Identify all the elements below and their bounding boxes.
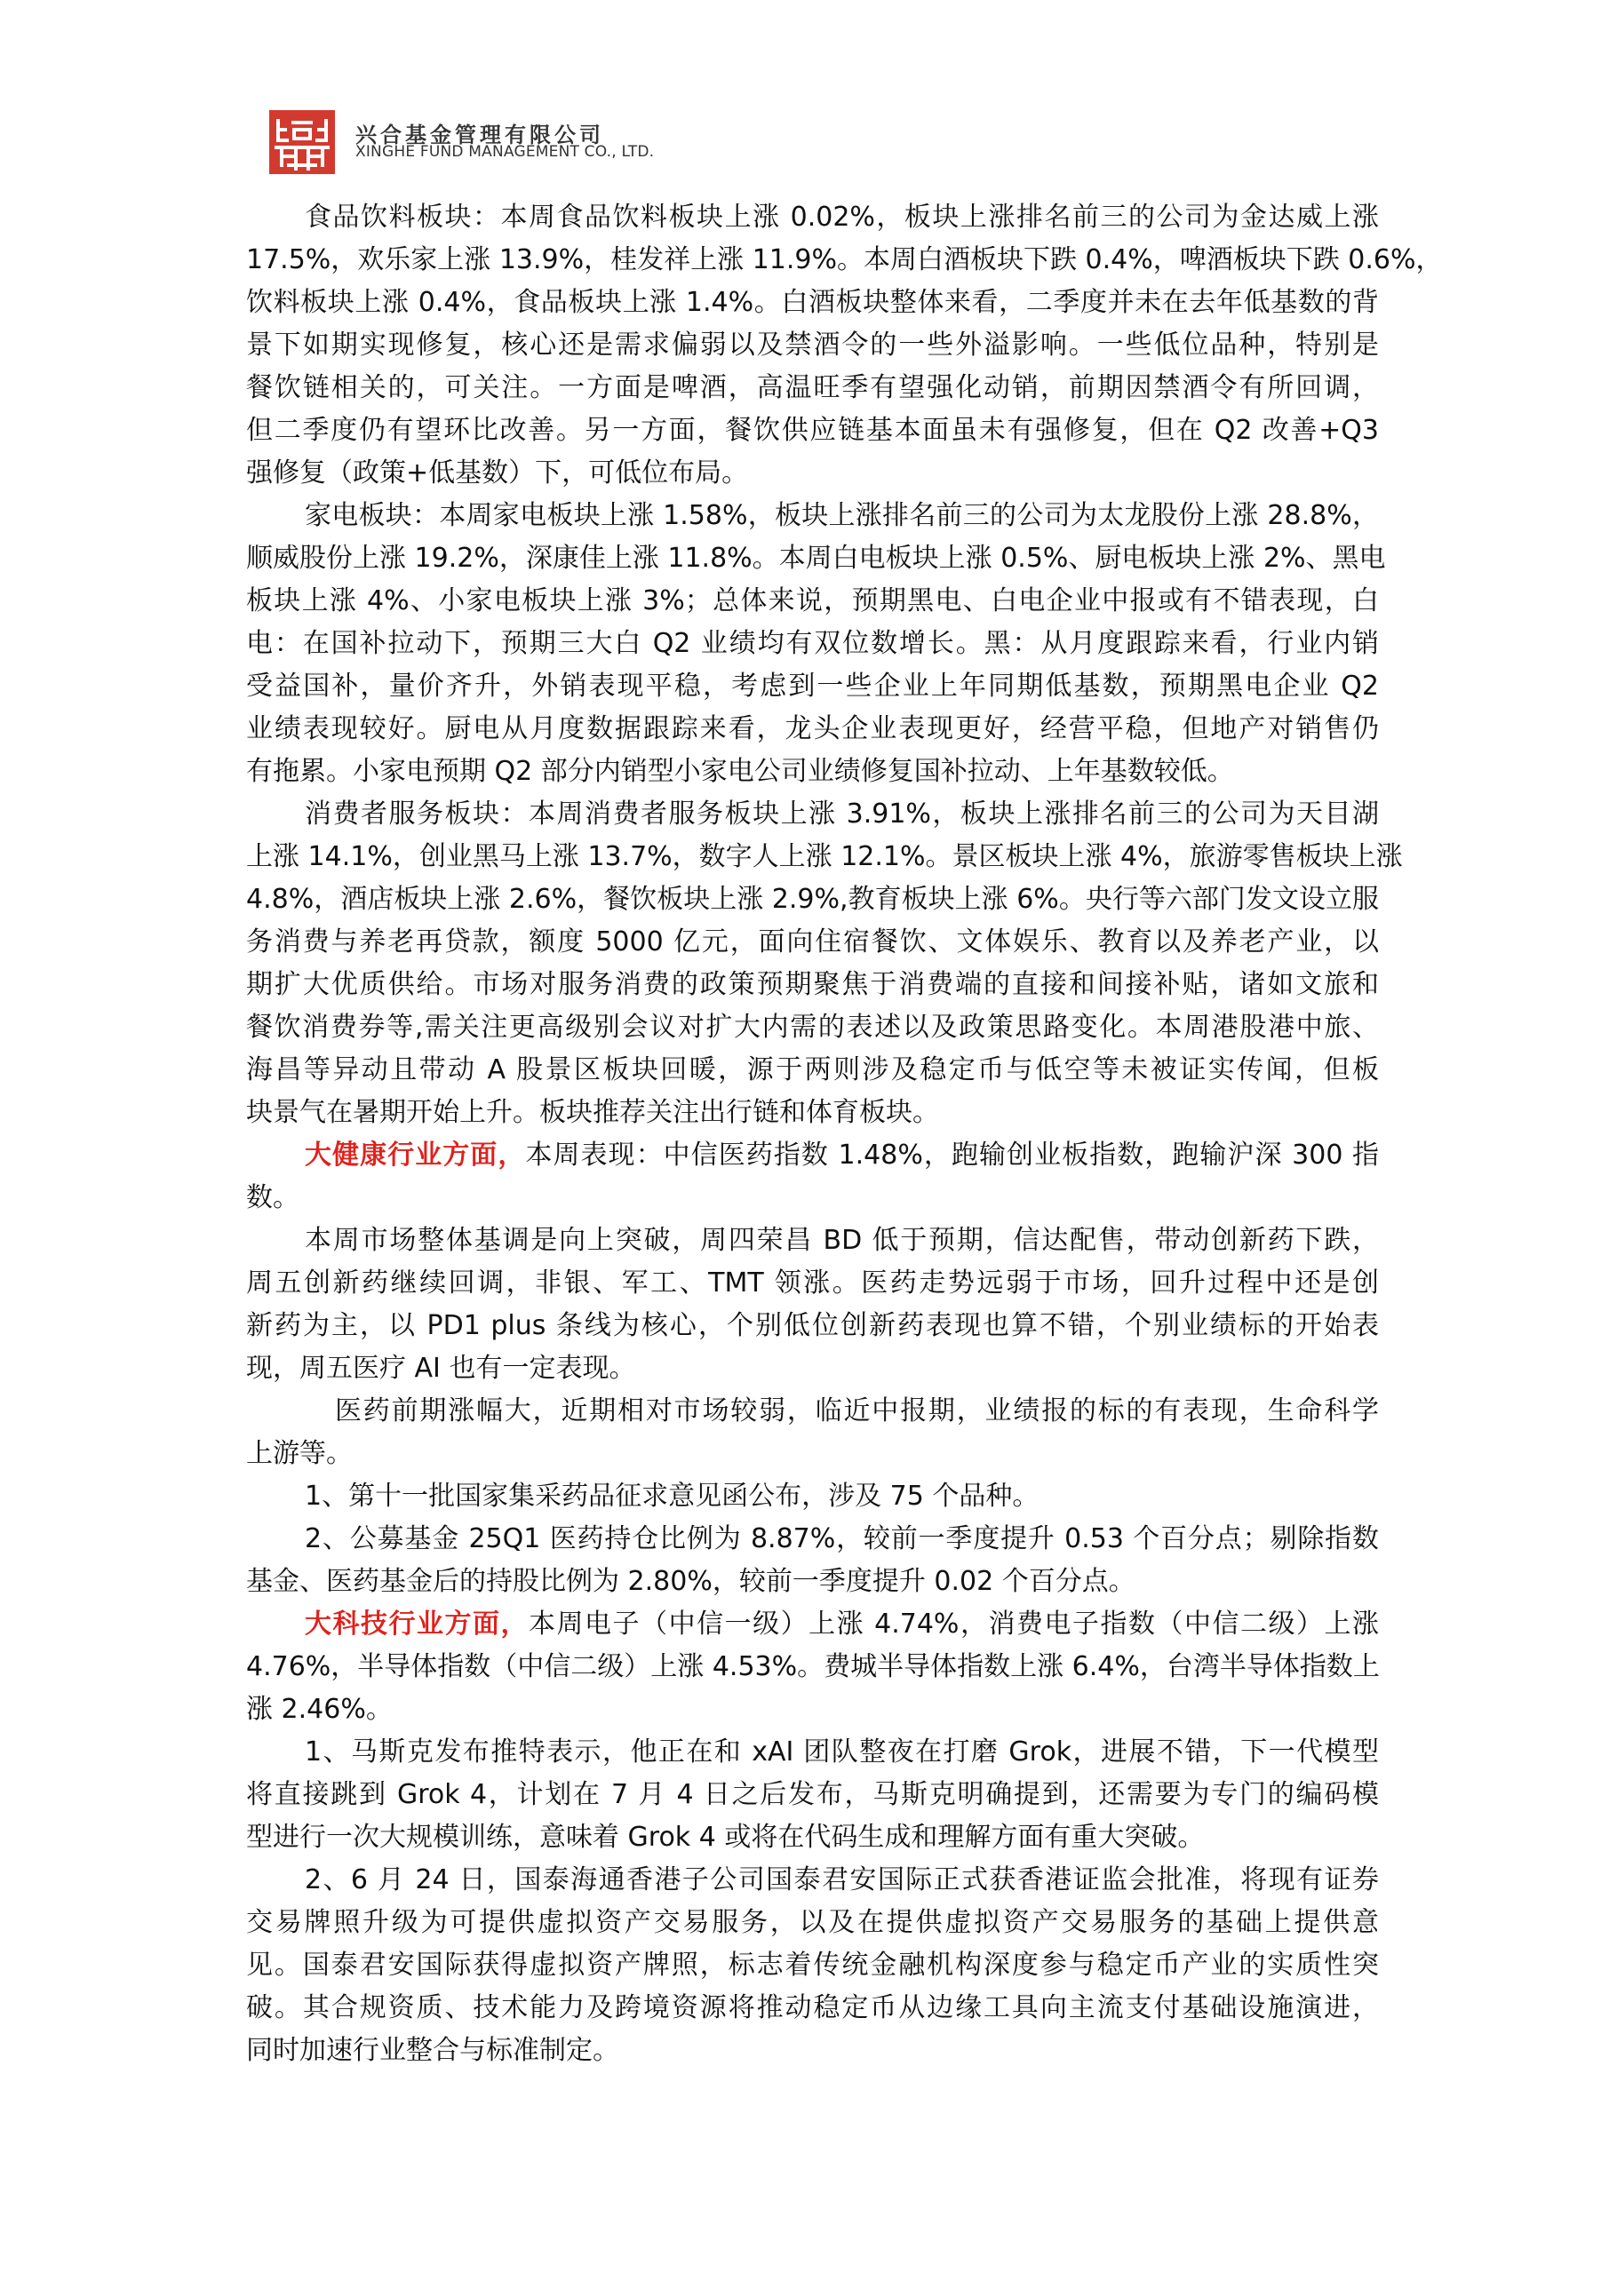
text-line <box>246 1049 1379 1092</box>
text-line <box>246 2030 1379 2072</box>
text-line <box>246 452 1379 495</box>
paragraph <box>246 1859 1379 2072</box>
text-line <box>246 1262 1379 1305</box>
text-line <box>246 1518 1379 1561</box>
line-text: 17.5%，欢乐家上涨 13.9%，桂发祥上涨 11.9%。本周白酒板块下跌 0.4%，啤酒板块下跌 0.6%， <box>246 244 1443 275</box>
line-text: 本周电子（中信一级）上涨 4.74%，消费电子指数（中信二级）上涨 <box>529 1609 1380 1640</box>
line-text: 同时加速行业整合与标准制定。 <box>246 2035 619 2066</box>
line-text: 将直接跳到 Grok 4，计划在 7 月 4 日之后发布，马斯克明确提到，还需要为专门的编码模 <box>246 1779 1379 1810</box>
company-logo-icon <box>269 110 335 174</box>
line-text: 1、马斯克发布推特表示，他正在和 xAI 团队整夜在打磨 Grok，进展不错，下一代模型 <box>305 1736 1379 1768</box>
line-text: 消费者服务板块：本周消费者服务板块上涨 3.91%，板块上涨排名前三的公司为天目湖 <box>305 798 1379 830</box>
line-text: 4.76%，半导体指数（中信二级）上涨 4.53%。费城半导体指数上涨 6.4%，台湾半导体指数上 <box>246 1651 1380 1682</box>
text-line <box>246 1433 1379 1475</box>
text-line <box>246 878 1379 921</box>
text-line <box>246 367 1379 409</box>
text-line <box>246 1774 1379 1816</box>
text-line <box>246 964 1379 1006</box>
line-text: 4.8%，酒店板块上涨 2.6%，餐饮板块上涨 2.9%,教育板块上涨 6%。央行等六部门发文设立服 <box>246 884 1379 915</box>
text-line <box>246 1816 1379 1859</box>
line-text: 餐饮消费券等,需关注更高级别会议对扩大内需的表述以及政策思路变化。本周港股港中旅、 <box>246 1012 1379 1043</box>
text-line <box>246 1092 1379 1134</box>
line-text: 期扩大优质供给。市场对服务消费的政策预期聚焦于消费端的直接和间接补贴，诸如文旅和 <box>246 969 1379 1000</box>
paragraph <box>246 1134 1379 1220</box>
text-line <box>246 1305 1379 1347</box>
line-text: 餐饮链相关的，可关注。一方面是啤酒，高温旺季有望强化动销，前期因禁酒令有所回调， <box>246 372 1379 403</box>
text-line <box>246 708 1379 751</box>
text-line <box>246 836 1403 878</box>
line-text: 饮料板块上涨 0.4%，食品板块上涨 1.4%。白酒板块整体来看，二季度并未在去年低基数的背 <box>246 287 1379 318</box>
text-line <box>246 921 1379 964</box>
line-text: 强修复（政策+低基数）下，可低位布局。 <box>246 457 749 489</box>
text-line <box>246 580 1379 623</box>
text-line <box>246 1347 1379 1390</box>
line-text: 务消费与养老再贷款，额度 5000 亿元，面向住宿餐饮、文体娱乐、教育以及养老产业，以 <box>246 926 1379 957</box>
text-line <box>246 1603 1379 1646</box>
line-text: 电：在国补拉动下，预期三大白 Q2 业绩均有双位数增长。黑：从月度跟踪来看，行业内销 <box>246 628 1379 659</box>
paragraph <box>246 196 1443 495</box>
text-line <box>246 1006 1379 1049</box>
line-text: 上涨 14.1%，创业黑马上涨 13.7%，数字人上涨 12.1%。景区板块上涨 4%，旅游零售板块上涨 <box>246 841 1403 872</box>
document-body <box>246 196 1443 2072</box>
text-line <box>246 537 1386 580</box>
paragraph <box>246 1603 1379 1731</box>
text-line <box>246 1731 1379 1774</box>
text-line <box>246 1390 1379 1433</box>
line-text: 板块上涨 4%、小家电板块上涨 3%；总体来说，预期黑电、白电企业中报或有不错表现，白 <box>246 585 1379 616</box>
paragraph <box>246 1475 1379 1518</box>
paragraph <box>246 495 1386 793</box>
paragraph <box>246 1390 1379 1475</box>
text-line <box>246 282 1379 324</box>
text-line <box>246 1987 1379 2030</box>
line-text: 医药前期涨幅大，近期相对市场较弱，临近中报期，业绩报的标的有表现，生命科学 <box>335 1395 1379 1426</box>
line-text: 本周市场整体基调是向上突破，周四荣昌 BD 低于预期，信达配售，带动创新药下跌， <box>305 1225 1379 1256</box>
line-text: 破。其合规资质、技术能力及跨境资源将推动稳定币从边缘工具向主流支付基础设施演进， <box>246 1992 1379 2023</box>
line-text: 家电板块：本周家电板块上涨 1.58%，板块上涨排名前三的公司为太龙股份上涨 28.8%， <box>305 500 1379 531</box>
line-text: 业绩表现较好。厨电从月度数据跟踪来看，龙头企业表现更好，经营平稳，但地产对销售仍 <box>246 713 1379 744</box>
text-line <box>246 1561 1379 1603</box>
paragraph <box>246 793 1403 1134</box>
line-text: 食品饮料板块：本周食品饮料板块上涨 0.02%，板块上涨排名前三的公司为金达威上涨 <box>305 202 1379 233</box>
paragraph <box>246 1731 1379 1859</box>
line-text: 但二季度仍有望环比改善。另一方面，餐饮供应链基本面虽未有强修复，但在 Q2 改善+Q3 <box>246 415 1379 446</box>
line-text: 景下如期实现修复，核心还是需求偏弱以及禁酒令的一些外溢影响。一些低位品种，特别是 <box>246 330 1379 361</box>
text-line <box>246 1859 1379 1902</box>
paragraph <box>246 1518 1379 1603</box>
text-line <box>246 1646 1379 1688</box>
line-text: 本周表现：中信医药指数 1.48%，跑输创业板指数，跑输沪深 300 指 <box>525 1140 1379 1171</box>
company-name-cn: 兴合基金管理有限公司 <box>355 123 604 147</box>
text-line <box>246 1134 1379 1177</box>
text-line <box>246 495 1379 537</box>
text-line <box>246 1688 1379 1731</box>
text-line <box>246 1475 1379 1518</box>
text-line <box>246 196 1379 239</box>
line-text: 新药为主，以 PD1 plus 条线为核心，个别低位创新药表现也算不错，个别业绩标的开始表 <box>246 1310 1379 1341</box>
text-line <box>246 751 1379 793</box>
line-text: 上游等。 <box>246 1438 353 1469</box>
paragraph <box>246 1220 1379 1390</box>
text-line <box>246 665 1379 708</box>
line-text: 见。国泰君安国际获得虚拟资产牌照，标志着传统金融机构深度参与稳定币产业的实质性突 <box>246 1950 1379 1981</box>
line-text: 顺威股份上涨 19.2%，深康佳上涨 11.8%。本周白电板块上涨 0.5%、厨电板块上涨 2%、黑电 <box>246 543 1386 574</box>
line-text: 1、第十一批国家集采药品征求意见函公布，涉及 75 个品种。 <box>305 1481 1040 1512</box>
line-text: 2、6 月 24 日，国泰海通香港子公司国泰君安国际正式获香港证监会批准，将现有证券 <box>305 1864 1379 1895</box>
text-line <box>246 623 1379 665</box>
text-line <box>246 1902 1379 1944</box>
line-text: 型进行一次大规模训练，意味着 Grok 4 或将在代码生成和理解方面有重大突破。 <box>246 1822 1205 1853</box>
text-line <box>246 409 1379 452</box>
text-line <box>246 324 1379 367</box>
line-text: 交易牌照升级为可提供虚拟资产交易服务，以及在提供虚拟资产交易服务的基础上提供意 <box>246 1907 1379 1938</box>
text-line <box>246 239 1443 282</box>
line-text: 受益国补，量价齐升，外销表现平稳，考虑到一些企业上年同期低基数，预期黑电企业 Q2 <box>246 671 1379 702</box>
line-text: 基金、医药基金后的持股比例为 2.80%，较前一季度提升 0.02 个百分点。 <box>246 1566 1135 1597</box>
text-line <box>246 1177 1379 1220</box>
line-text: 现，周五医疗 AI 也有一定表现。 <box>246 1353 636 1384</box>
company-name-en: XINGHE FUND MANAGEMENT CO., LTD. <box>355 143 655 161</box>
text-line <box>246 793 1379 836</box>
text-line <box>246 1220 1379 1262</box>
line-text: 周五创新药继续回调，非银、军工、TMT 领涨。医药走势远弱于市场，回升过程中还是创 <box>246 1267 1379 1299</box>
text-line <box>246 1944 1379 1987</box>
section-heading: 大科技行业方面， <box>305 1609 530 1640</box>
line-text: 有拖累。小家电预期 Q2 部分内销型小家电公司业绩修复国补拉动、上年基数较低。 <box>246 756 1234 787</box>
section-heading: 大健康行业方面， <box>305 1140 526 1171</box>
line-text: 2、公募基金 25Q1 医药持仓比例为 8.87%，较前一季度提升 0.53 个百分点；剔除指数 <box>305 1523 1379 1554</box>
line-text: 数。 <box>246 1182 299 1213</box>
line-text: 涨 2.46%。 <box>246 1694 393 1725</box>
line-text: 海昌等异动且带动 A 股景区板块回暖，源于两则涉及稳定币与低空等未被证实传闻，但板 <box>246 1054 1379 1085</box>
line-text: 块景气在暑期开始上升。板块推荐关注出行链和体育板块。 <box>246 1097 939 1128</box>
